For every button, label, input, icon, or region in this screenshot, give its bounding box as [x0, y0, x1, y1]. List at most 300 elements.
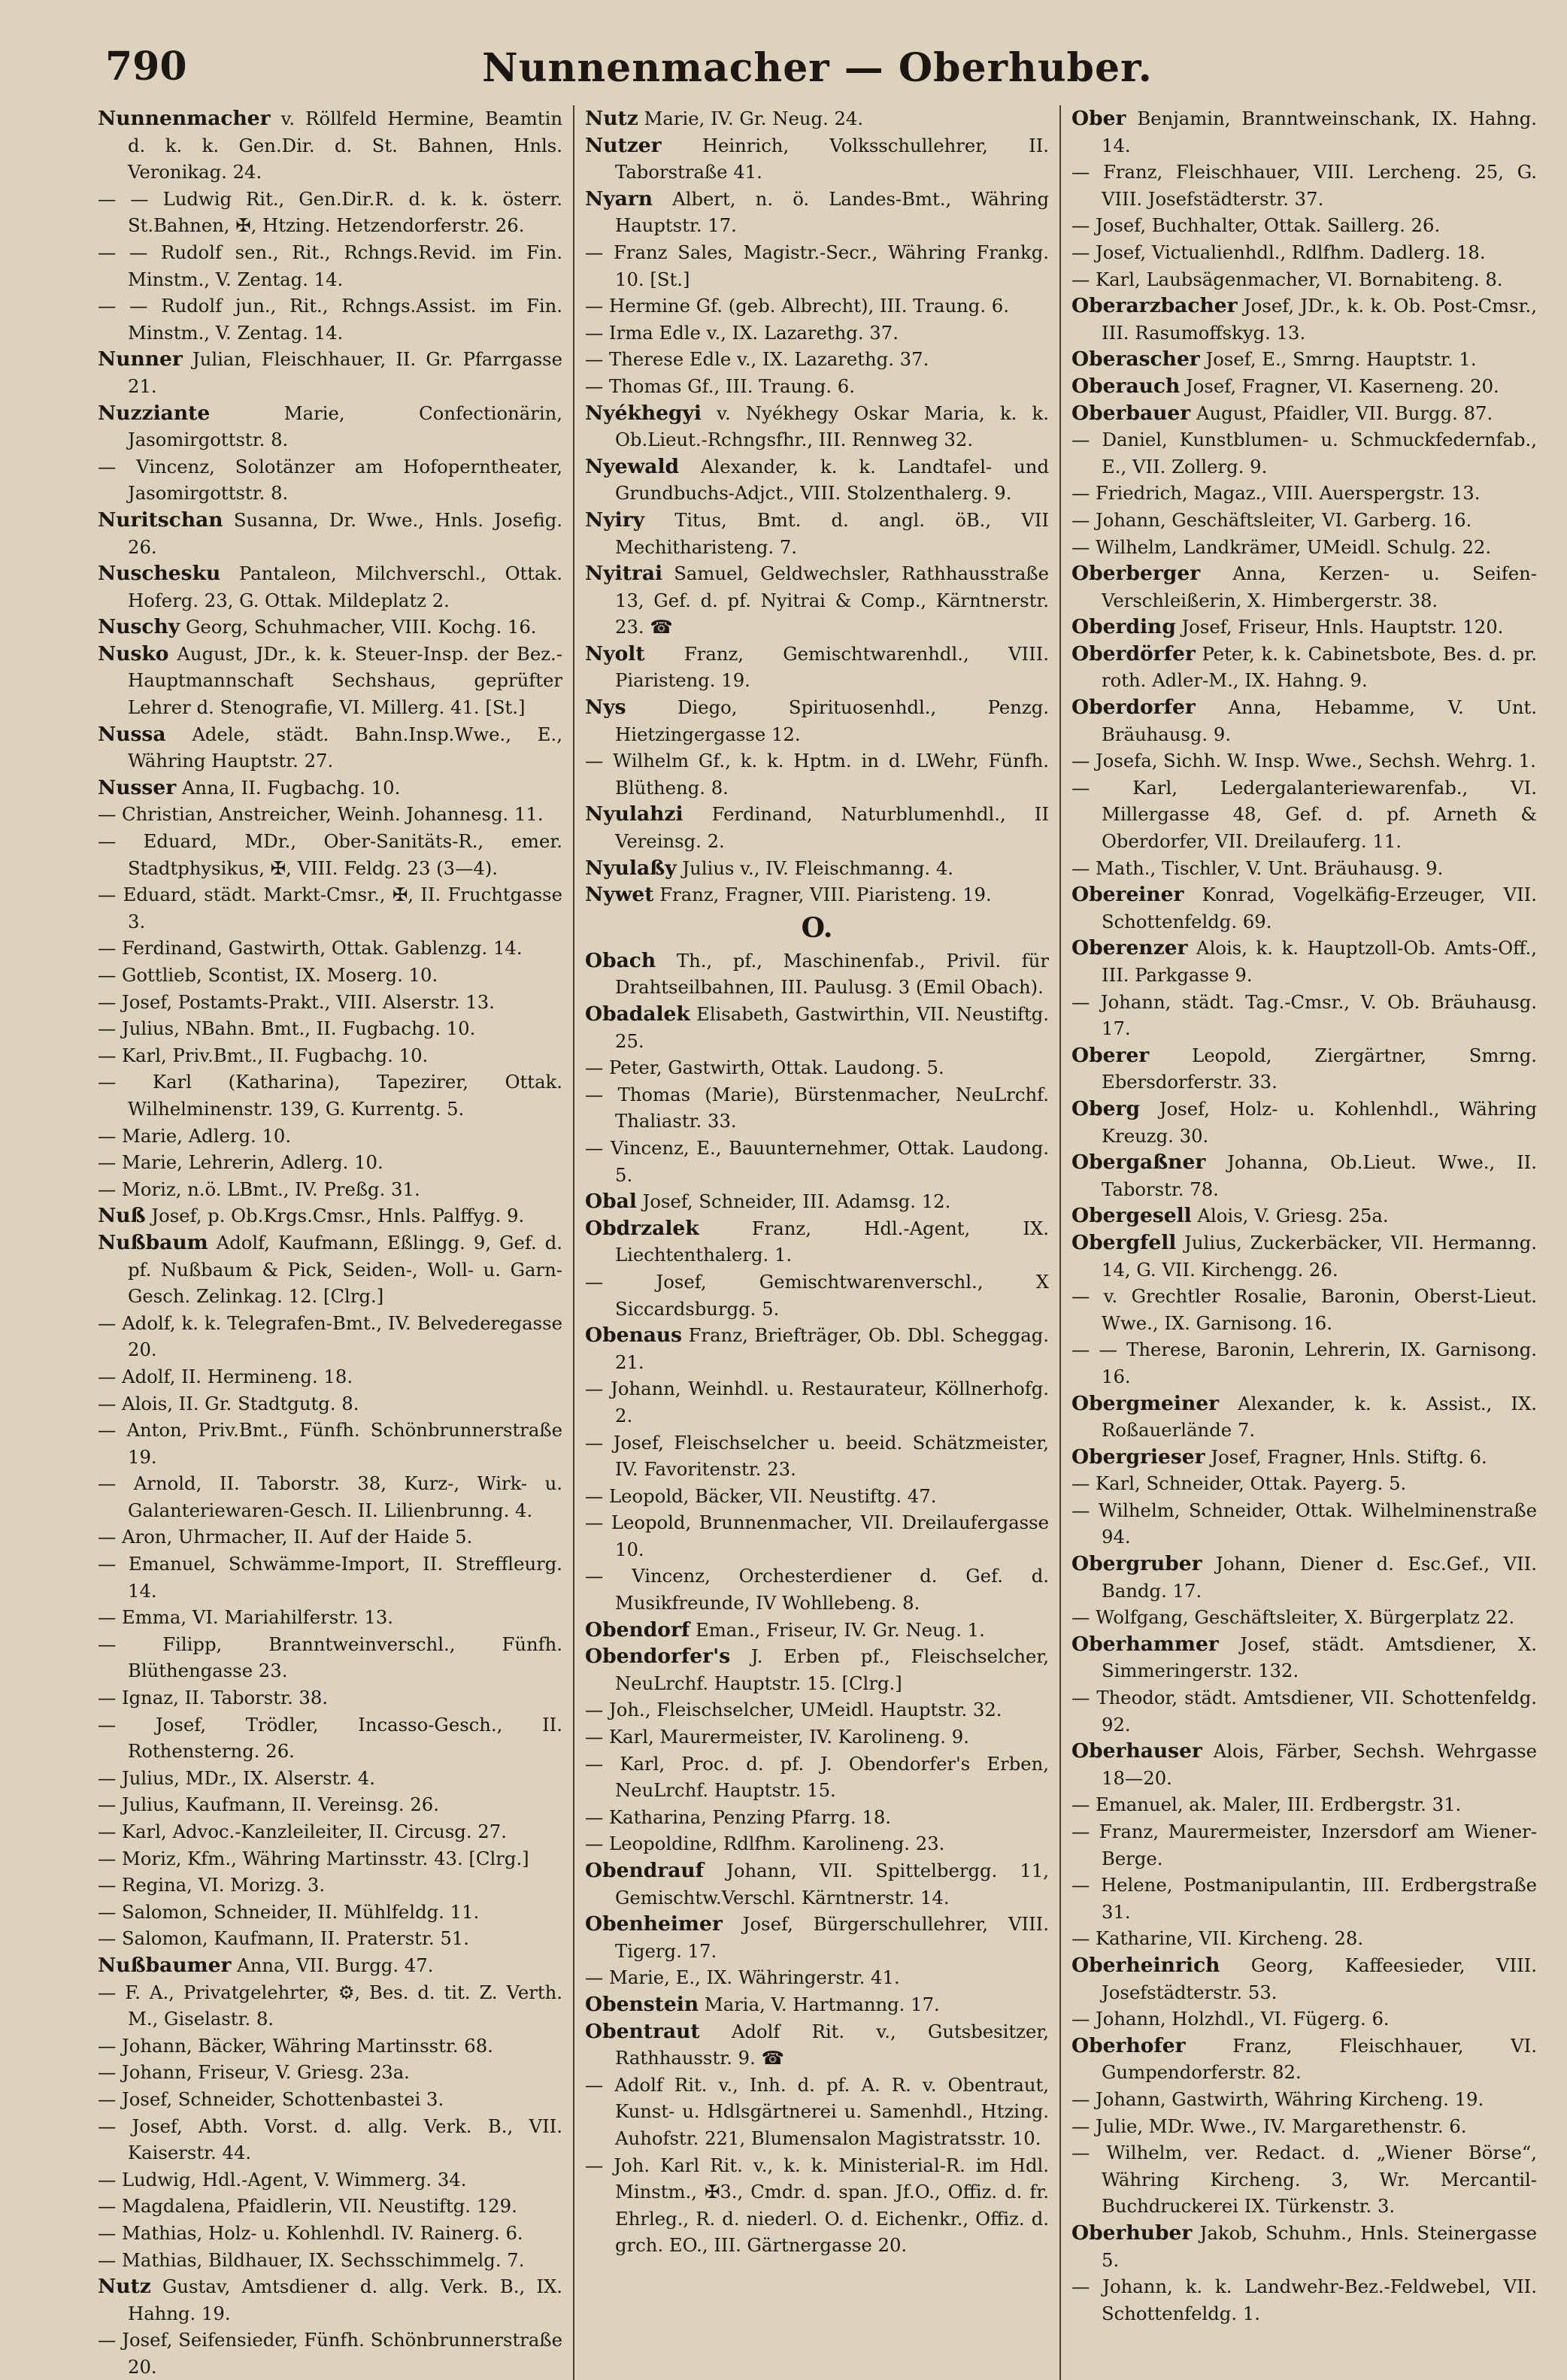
directory-entry: [98, 1123, 562, 1150]
entry-text: Georg, Schuhmacher, VIII. Kochg. 16.: [180, 616, 537, 638]
entry-surname: Nuritschan: [98, 508, 223, 532]
directory-entry: [98, 1069, 562, 1122]
entry-surname: Nunnenmacher: [98, 107, 271, 130]
entry-surname: Oberding: [1071, 615, 1176, 639]
entry-text: — Marie, Adlerg. 10.: [98, 1124, 292, 1147]
directory-entry: [1071, 2113, 1537, 2140]
directory-entry: [98, 1631, 562, 1684]
directory-entry: [1071, 1149, 1537, 1202]
entry-surname: Oberdörfer: [1071, 641, 1196, 665]
entry-text: — Vincenz, Orchesterdiener d. Gef. d. Musikfreunde, IV Wohllebeng. 8.: [585, 1565, 1050, 1614]
directory-entry: [1071, 2273, 1537, 2327]
entry-text: — Johann, Geschäftsleiter, VI. Garberg. 16.: [1071, 508, 1472, 531]
entry-text: Alois, V. Griesg. 25a.: [1191, 1205, 1389, 1227]
directory-entry: [1071, 159, 1537, 212]
entry-surname: Oberhuber: [1071, 2221, 1193, 2245]
entry-text: — Julius, MDr., IX. Alserstr. 4.: [98, 1766, 375, 1789]
running-head: Nunnenmacher — Oberhuber.: [482, 45, 1153, 91]
directory-entry: [585, 293, 1049, 320]
directory-entry: [1071, 641, 1537, 694]
entry-text: — Josef, Schneider, Schottenbastei 3.: [98, 2087, 444, 2110]
directory-entry: [98, 962, 562, 989]
directory-entry: [98, 1899, 562, 1926]
entry-text: v. Röllfeld Hermine, Beamtin d. k. k. Gen.Dir. d. St. Bahnen, Hnls. Veronikag. 24.: [128, 108, 562, 183]
entry-text: Alexander, k. k. Landtafel- und Grundbuchs-Adjct., VIII. Stolzenthalerg. 9.: [615, 455, 1050, 505]
entry-text: — Wilhelm, ver. Redact. d. „Wiener Börse“, Währing Kircheng. 3, Wr. Mercantil-Buchdruckerei IX. Türkenstr. 3.: [1071, 2142, 1537, 2218]
directory-entry: [1071, 1283, 1537, 1336]
entry-text: — Karl, Maurermeister, IV. Karolineng. 9.: [585, 1726, 969, 1748]
entry-surname: Nuß: [98, 1204, 146, 1228]
entry-surname: Oberarzbacher: [1071, 294, 1238, 318]
entry-text: Josef, Holz- u. Kohlenhdl., Währing Kreuzg. 30.: [1102, 1097, 1537, 1147]
directory-entry: [1071, 935, 1537, 988]
entry-surname: Obdrzalek: [585, 1216, 699, 1240]
page-header: [98, 38, 1537, 105]
directory-entry: [1071, 2006, 1537, 2033]
directory-entry: [98, 1202, 562, 1229]
entry-text: — Leopoldine, Rdlfhm. Karolineng. 23.: [585, 1833, 945, 1855]
entry-text: Albert, n. ö. Landes-Bmt., Währing Hauptstr. 17.: [615, 187, 1050, 237]
entry-text: — Eduard, städt. Markt-Cmsr., ✠, II. Fruchtgasse 3.: [98, 884, 562, 932]
directory-entry: [585, 1964, 1049, 1991]
directory-entry: [585, 1991, 1049, 2018]
directory-entry: [1071, 1096, 1537, 1149]
directory-entry: [1071, 1791, 1537, 1818]
entry-text: — Katharine, VII. Kircheng. 28.: [1071, 1927, 1364, 1950]
entry-surname: Oberascher: [1071, 347, 1200, 371]
entry-text: — Leopold, Bäcker, VII. Neustiftg. 47.: [585, 1484, 937, 1507]
entry-text: — Josef, Fleischselcher u. beeid. Schätzmeister, IV. Favoritenstr. 23.: [585, 1431, 1050, 1481]
entry-text: — Anton, Priv.Bmt., Fünfh. Schönbrunnerstraße 19.: [98, 1419, 562, 1468]
entry-surname: Nusser: [98, 775, 177, 799]
directory-entry: [98, 400, 562, 453]
directory-entry: [585, 694, 1049, 747]
entry-surname: Oberbauer: [1071, 401, 1191, 425]
entry-text: — Math., Tischler, V. Unt. Bräuhausg. 9.: [1071, 856, 1444, 879]
entry-text: Johanna, Ob.Lieut. Wwe., II. Taborstr. 78.: [1102, 1151, 1537, 1200]
entry-text: — Marie, Lehrerin, Adlerg. 10.: [98, 1151, 383, 1174]
directory-entry: [1071, 881, 1537, 935]
directory-entry: [585, 747, 1049, 801]
entry-text: — Ferdinand, Gastwirth, Ottak. Gablenzg. 14.: [98, 937, 523, 960]
entry-text: — Julius, NBahn. Bmt., II. Fugbachg. 10.: [98, 1017, 476, 1040]
entry-text: Anna, Hebamme, V. Unt. Bräuhausg. 9.: [1102, 696, 1537, 745]
directory-entry: [585, 560, 1049, 641]
entry-surname: Nutz: [585, 107, 638, 130]
directory-entry: [585, 881, 1049, 908]
directory-entry: [98, 828, 562, 881]
entry-text: — Karl, Ledergalanteriewarenfab., VI. Millergasse 48, Gef. d. pf. Arneth & Oberdorfer, VII. Dreilauferg. 11.: [1071, 776, 1537, 853]
directory-entry: [98, 2033, 562, 2060]
entry-text: — Johann, Bäcker, Währing Martinsstr. 68.: [98, 2034, 493, 2057]
entry-surname: Nyarn: [585, 186, 653, 211]
directory-entry: [1071, 1390, 1537, 1444]
directory-entry: [585, 641, 1049, 694]
entry-text: August, JDr., k. k. Steuer-Insp. der Bez.-Hauptmannschaft Sechshaus, geprüfter Lehrer d. Stenografie, VI. Millerg. 41. [St.]: [128, 642, 562, 719]
entry-surname: Nuschy: [98, 615, 180, 639]
directory-entry: [1071, 2139, 1537, 2220]
directory-entry: [585, 239, 1049, 293]
directory-entry: [98, 239, 562, 293]
directory-entry: [1071, 239, 1537, 266]
directory-entry: [98, 2086, 562, 2113]
entry-text: — Adolf, k. k. Telegrafen-Bmt., IV. Belvederegasse 20.: [98, 1311, 562, 1361]
directory-entry: [585, 947, 1049, 1001]
entry-text: — Wolfgang, Geschäftsleiter, X. Bürgerplatz 22.: [1071, 1606, 1515, 1629]
directory-entry: [98, 560, 562, 614]
entry-text: Susanna, Dr. Wwe., Hnls. Josefig. 26.: [128, 508, 562, 558]
column-1: [98, 105, 573, 2380]
directory-entry: [585, 373, 1049, 400]
entry-surname: Oberer: [1071, 1043, 1150, 1067]
entry-surname: Obentraut: [585, 2019, 700, 2043]
entry-surname: Nywet: [585, 883, 654, 907]
entry-text: Adolf Rit. v., Gutsbesitzer, Rathhausstr. 9. ☎: [615, 2020, 1050, 2069]
directory-entry: [98, 1818, 562, 1845]
entry-text: — Thomas (Marie), Bürstenmacher, NeuLrchf. Thaliastr. 33.: [585, 1083, 1050, 1132]
directory-entry: [1071, 1470, 1537, 1497]
entry-text: — Therese Edle v., IX. Lazarethg. 37.: [585, 348, 929, 371]
entry-text: — Josef, Victualienhdl., Rdlfhm. Dadlerg. 18.: [1071, 241, 1486, 263]
entry-text: — Emanuel, Schwämme-Import, II. Streffleurg. 14.: [98, 1553, 562, 1602]
entry-text: — Adolf Rit. v., Inh. d. pf. A. R. v. Obentraut, Kunst- u. Hdlsgärtnerei u. Samenhdl., Htzing. Auhofstr. 221, Blumensalon Magistratsstr. 10.: [585, 2073, 1050, 2149]
directory-entry: [585, 1483, 1049, 1510]
entry-surname: Obendrauf: [585, 1859, 705, 1882]
entry-surname: Nutz: [98, 2275, 151, 2299]
directory-entry: [585, 507, 1049, 560]
entry-text: Franz, Gemischtwarenhdl., VIII. Piaristeng. 19.: [615, 642, 1050, 692]
entry-text: Josef, städt. Amtsdiener, X. Simmeringerstr. 132.: [1102, 1633, 1537, 1682]
entry-surname: Oberg: [1071, 1096, 1140, 1120]
entry-text: — Johann, Holzhdl., VI. Fügerg. 6.: [1071, 2008, 1390, 2030]
entry-text: — Joh., Fleischselcher, UMeidl. Hauptstr. 32.: [585, 1699, 1002, 1721]
directory-entry: [1071, 266, 1537, 293]
entry-text: — Moriz, Kfm., Währing Martinsstr. 43. [Clrg.]: [98, 1847, 529, 1869]
entry-text: — — Rudolf sen., Rit., Rchngs.Revid. im Fin. Minstm., V. Zentag. 14.: [98, 241, 562, 290]
directory-entry: [585, 1430, 1049, 1483]
entry-text: — Helene, Postmanipulantin, III. Erdbergstraße 31.: [1071, 1874, 1537, 1923]
entry-text: — Karl, Proc. d. pf. J. Obendorfer's Erben, NeuLrchf. Hauptstr. 15.: [585, 1752, 1050, 1802]
entry-text: — Ludwig, Hdl.-Agent, V. Wimmerg. 34.: [98, 2168, 467, 2191]
entry-text: — Christian, Anstreicher, Weinh. Johannesg. 11.: [98, 803, 544, 826]
directory-entry: [98, 1845, 562, 1872]
entry-text: — Mathias, Bildhauer, IX. Sechsschimmelg. 7.: [98, 2248, 525, 2271]
directory-entry: [1071, 1042, 1537, 1096]
entry-text: Alexander, k. k. Assist., IX. Roßauerlände 7.: [1102, 1392, 1537, 1442]
entry-surname: Obergmeiner: [1071, 1391, 1220, 1415]
directory-entry: [1071, 1952, 1537, 2006]
entry-text: — Peter, Gastwirth, Ottak. Laudong. 5.: [585, 1057, 944, 1079]
directory-entry: [1071, 480, 1537, 507]
entry-text: — Josef, Buchhalter, Ottak. Saillerg. 26.: [1071, 214, 1441, 237]
entry-surname: Obereiner: [1071, 883, 1184, 907]
directory-entry: [98, 2327, 562, 2380]
directory-entry: [98, 1925, 562, 1952]
directory-entry: [98, 1979, 562, 2033]
entry-surname: Nusko: [98, 641, 169, 665]
directory-entry: [1071, 1202, 1537, 1229]
directory-entry: [585, 1617, 1049, 1644]
entry-text: — Franz, Maurermeister, Inzersdorf am Wiener-Berge.: [1071, 1821, 1537, 1869]
directory-entry: [1071, 507, 1537, 534]
directory-entry: [98, 186, 562, 239]
entry-text: Josef, Friseur, Hnls. Hauptstr. 120.: [1175, 616, 1504, 638]
entry-text: — Salomon, Schneider, II. Mühlfeldg. 11.: [98, 1900, 480, 1923]
directory-entry: [98, 1176, 562, 1203]
directory-entry: [1071, 1631, 1537, 1684]
entry-text: — v. Grechtler Rosalie, Baronin, Oberst-Lieut. Wwe., IX. Garnisong. 16.: [1071, 1285, 1537, 1334]
entry-text: Gustav, Amtsdiener d. allg. Verk. B., IX. Hahng. 19.: [128, 2275, 562, 2324]
directory-entry: [585, 1696, 1049, 1724]
entry-text: Franz, Fleischhauer, VI. Gumpendorferstr. 82.: [1102, 2034, 1537, 2084]
entry-text: — Karl, Schneider, Ottak. Payerg. 5.: [1071, 1472, 1407, 1495]
entry-text: Julian, Fleischhauer, II. Gr. Pfarrgasse 21.: [128, 348, 562, 397]
directory-entry: [98, 989, 562, 1016]
entry-text: Franz, Briefträger, Ob. Dbl. Scheggag. 21.: [615, 1324, 1050, 1373]
directory-entry: [1071, 400, 1537, 427]
directory-entry: [585, 1857, 1049, 1911]
entry-text: Johann, Diener d. Esc.Gef., VII. Bandg. 17.: [1102, 1553, 1537, 1602]
directory-entry: [98, 641, 562, 721]
entry-surname: Obenaus: [585, 1323, 683, 1348]
entry-text: — Marie, E., IX. Währingerstr. 41.: [585, 1966, 900, 1989]
directory-entry: [585, 1830, 1049, 1857]
entry-text: Josef, E., Smrng. Hauptstr. 1.: [1199, 348, 1477, 371]
directory-entry: [1071, 1551, 1537, 1604]
entry-text: Pantaleon, Milchverschl., Ottak. Hoferg. 23, G. Ottak. Mildeplatz 2.: [128, 562, 562, 611]
entry-surname: Nuschesku: [98, 562, 221, 586]
entry-text: Adolf, Kaufmann, Eßlingg. 9, Gef. d. pf. Nußbaum & Pick, Seiden-, Woll- u. Garn-Gesch. Zelinkag. 12. [Clrg.]: [128, 1231, 562, 1308]
entry-text: — — Ludwig Rit., Gen.Dir.R. d. k. k. österr. St.Bahnen, ✠, Htzing. Hetzendorferstr. 26.: [98, 187, 562, 237]
entry-text: Julius, Zuckerbäcker, VII. Hermanng. 14, G. VII. Kirchengg. 26.: [1102, 1231, 1537, 1281]
entry-surname: Obergfell: [1071, 1230, 1177, 1254]
entry-text: v. Nyékhegy Oskar Maria, k. k. Ob.Lieut.-Rchngsfhr., III. Rennweg 32.: [615, 402, 1050, 451]
entry-text: — Thomas Gf., III. Traung. 6.: [585, 374, 855, 397]
entry-text: — Josef, Postamts-Prakt., VIII. Alserstr. 13.: [98, 990, 495, 1013]
directory-entry: [1071, 212, 1537, 239]
directory-entry: [1071, 2086, 1537, 2113]
directory-entry: [1071, 989, 1537, 1042]
directory-entry: [585, 1188, 1049, 1215]
entry-surname: Oberheinrich: [1071, 1953, 1220, 1977]
entry-surname: Nunner: [98, 347, 183, 371]
entry-text: Julius v., IV. Fleischmanng. 4.: [676, 856, 954, 879]
entry-surname: Nutzer: [585, 133, 662, 157]
entry-surname: Obergesell: [1071, 1204, 1192, 1228]
entry-text: — Julie, MDr. Wwe., IV. Margarethenstr. 6.: [1071, 2115, 1467, 2137]
directory-entry: [1071, 105, 1537, 159]
entry-text: — Emanuel, ak. Maler, III. Erdbergstr. 31.: [1071, 1793, 1462, 1816]
entry-text: — Adolf, II. Hermineng. 18.: [98, 1365, 353, 1387]
entry-surname: Nyékhegyi: [585, 401, 702, 425]
entry-text: — Karl, Advoc.-Kanzleileiter, II. Circusg. 27.: [98, 1821, 507, 1842]
directory-entry: [585, 1375, 1049, 1429]
entry-text: — Aron, Uhrmacher, II. Auf der Haide 5.: [98, 1526, 473, 1548]
entry-surname: Obergrieser: [1071, 1445, 1205, 1469]
entry-text: Peter, k. k. Cabinetsbote, Bes. d. pr. roth. Adler-M., IX. Hahng. 9.: [1102, 642, 1537, 692]
entry-text: Alois, k. k. Hauptzoll-Ob. Amts-Off., III. Parkgasse 9.: [1102, 937, 1537, 986]
directory-entry: [585, 855, 1049, 882]
directory-entry: [98, 2166, 562, 2194]
entry-text: — Karl (Katharina), Tapezirer, Ottak. Wilhelminenstr. 139, G. Kurrentg. 5.: [98, 1071, 562, 1120]
entry-text: — Vincenz, Solotänzer am Hofoperntheater, Jasomirgottstr. 8.: [98, 455, 562, 505]
entry-text: Georg, Kaffeesieder, VIII. Josefstädterstr. 53.: [1102, 1954, 1537, 2003]
entry-surname: Nussa: [98, 722, 166, 746]
entry-text: — Emma, VI. Mariahilferstr. 13.: [98, 1606, 394, 1629]
directory-entry: [98, 2059, 562, 2086]
entry-surname: Obendorfer's: [585, 1645, 731, 1669]
directory-entry: [98, 1604, 562, 1631]
directory-entry: [585, 1643, 1049, 1696]
entry-surname: Oberhauser: [1071, 1739, 1202, 1763]
directory-entry: [98, 1390, 562, 1417]
directory-entry: [98, 2193, 562, 2220]
directory-entry: [1071, 1925, 1537, 1952]
entry-text: Josef, p. Ob.Krgs.Cmsr., Hnls. Palffyg. 9.: [145, 1205, 525, 1227]
directory-entry: [585, 1724, 1049, 1751]
directory-entry: [585, 453, 1049, 507]
entry-text: — F. A., Privatgelehrter, ⚙, Bes. d. tit. Z. Verth. M., Giselastr. 8.: [98, 1981, 562, 2030]
directory-entry: [98, 935, 562, 962]
directory-entry: [585, 105, 1049, 132]
directory-entry: [98, 614, 562, 641]
directory-entry: [1071, 1818, 1537, 1872]
entry-text: — Josef, Trödler, Incasso-Gesch., II. Rothensterng. 26.: [98, 1713, 562, 1763]
entry-surname: Oberauch: [1071, 374, 1181, 398]
directory-entry: [1071, 1229, 1537, 1283]
entry-text: Josef, JDr., k. k. Ob. Post-Cmsr., III. Rasumoffskyg. 13.: [1102, 295, 1537, 344]
entry-text: — Josef, Seifensieder, Fünfh. Schönbrunnerstraße 20.: [98, 2329, 562, 2378]
entry-text: Alois, Färber, Sechsh. Wehrgasse 18—20.: [1102, 1740, 1537, 1789]
directory-entry: [98, 1015, 562, 1042]
directory-entry: [585, 1001, 1049, 1054]
entry-text: — — Rudolf jun., Rit., Rchngs.Assist. im Fin. Minstm., V. Zentag. 14.: [98, 295, 562, 344]
entry-text: Titus, Bmt. d. angl. öB., VII Mechitharisteng. 7.: [615, 508, 1050, 558]
directory-entry: [1071, 1684, 1537, 1738]
directory-entry: [98, 346, 562, 399]
directory-entry: [98, 1952, 562, 1979]
directory-entry: [1071, 1497, 1537, 1551]
entry-text: — Karl, Priv.Bmt., II. Fugbachg. 10.: [98, 1044, 429, 1066]
directory-entry: [585, 132, 1049, 186]
entry-text: — Arnold, II. Taborstr. 38, Kurz-, Wirk- u. Galanteriewaren-Gesch. II. Lilienbrunng. 4.: [98, 1472, 562, 1521]
directory-entry: [1071, 560, 1537, 614]
entry-text: Josef, Fragner, VI. Kaserneng. 20.: [1180, 374, 1499, 397]
entry-text: — Wilhelm, Landkrämer, UMeidl. Schulg. 22.: [1071, 535, 1492, 558]
directory-entry: [585, 320, 1049, 347]
entry-text: — Katharina, Penzing Pfarrg. 18.: [585, 1805, 891, 1828]
entry-text: — Ignaz, II. Taborstr. 38.: [98, 1687, 329, 1709]
entry-surname: Nußbaumer: [98, 1953, 232, 1977]
entry-text: — Karl, Laubsägenmacher, VI. Bornabiteng. 8.: [1071, 268, 1503, 290]
directory-entry: [1071, 2033, 1537, 2086]
entry-text: — Wilhelm, Schneider, Ottak. Wilhelminenstraße 94.: [1071, 1499, 1537, 1548]
entry-text: Josef, Fragner, Hnls. Stiftg. 6.: [1205, 1445, 1487, 1468]
entry-text: — Johann, städt. Tag.-Cmsr., V. Ob. Bräuhausg. 17.: [1071, 990, 1537, 1040]
section-heading: O.: [801, 911, 833, 944]
entry-text: — Josef, Abth. Vorst. d. allg. Verk. B., VII. Kaiserstr. 44.: [98, 2115, 562, 2164]
directory-entry: [98, 293, 562, 346]
entry-text: — Franz Sales, Magistr.-Secr., Währing Frankg. 10. [St.]: [585, 241, 1050, 290]
entry-surname: Obergruber: [1071, 1552, 1202, 1576]
entry-text: Franz, Fragner, VIII. Piaristeng. 19.: [653, 884, 992, 906]
directory-entry: [1071, 346, 1537, 373]
directory-entry: [1071, 373, 1537, 400]
entry-text: Eman., Friseur, IV. Gr. Neug. 1.: [690, 1618, 985, 1641]
entry-text: August, Pfaidler, VII. Burgg. 87.: [1190, 402, 1493, 424]
directory-entry: [1071, 747, 1537, 775]
entry-text: — Irma Edle v., IX. Lazarethg. 37.: [585, 321, 899, 344]
entry-text: Josef, Bürgerschullehrer, VIII. Tigerg. 17.: [615, 1913, 1050, 1962]
directory-entry: [1071, 775, 1537, 855]
entry-surname: Nyitrai: [585, 562, 663, 586]
entry-surname: Nyulaßy: [585, 856, 677, 880]
directory-entry: [98, 721, 562, 775]
entry-text: — Regina, VI. Morizg. 3.: [98, 1874, 326, 1896]
entry-surname: Nuzziante: [98, 401, 211, 425]
entry-text: — Eduard, MDr., Ober-Sanitäts-R., emer. Stadtphysikus, ✠, VIII. Feldg. 23 (3—4).: [98, 830, 562, 879]
entry-text: Konrad, Vogelkäfig-Erzeuger, VII. Schottenfeldg. 69.: [1102, 884, 1537, 932]
directory-entry: [585, 2152, 1049, 2259]
directory-entry: [98, 2273, 562, 2327]
entry-text: Adele, städt. Bahn.Insp.Wwe., E., Währing Hauptstr. 27.: [128, 723, 562, 772]
directory-entry: [585, 1322, 1049, 1375]
directory-entry: [98, 801, 562, 828]
directory-entry: [1071, 2220, 1537, 2273]
directory-entry: [1071, 426, 1537, 480]
directory-entry: [98, 1417, 562, 1470]
directory-entry: [585, 1215, 1049, 1269]
entry-text: — Johann, k. k. Landwehr-Bez.-Feldwebel, VII. Schottenfeldg. 1.: [1071, 2275, 1537, 2324]
directory-entry: [98, 1310, 562, 1363]
entry-text: Anna, II. Fugbachg. 10.: [176, 776, 401, 799]
directory-entry: [98, 105, 562, 186]
column-2: [573, 105, 1059, 2380]
entry-surname: Nyiry: [585, 508, 645, 532]
directory-entry: [1071, 1738, 1537, 1791]
directory-entry: [98, 1229, 562, 1310]
directory-entry: [98, 507, 562, 560]
entry-surname: Nußbaum: [98, 1230, 208, 1254]
directory-entry: [585, 1509, 1049, 1563]
entry-text: — Joh. Karl Rit. v., k. k. Ministerial-R. im Hdl. Minstm., ✠3., Cmdr. d. span. Jf.O., Offiz. d. fr. Ehrleg., R. d. niederl. O. d. Eichenkr., Offiz. d. grch. EO., III. Gärtnergasse 20.: [585, 2154, 1050, 2257]
entry-surname: Obal: [585, 1190, 637, 1214]
directory-entry: [585, 1135, 1049, 1188]
entry-surname: Oberhofer: [1071, 2033, 1186, 2057]
entry-text: J. Erben pf., Fleischselcher, NeuLrchf. Hauptstr. 15. [Clrg.]: [615, 1645, 1050, 1694]
directory-entry: [98, 1149, 562, 1176]
entry-text: — Leopold, Brunnenmacher, VII. Dreilaufergasse 10.: [585, 1511, 1050, 1560]
entry-surname: Nys: [585, 696, 626, 720]
directory-entry: [98, 775, 562, 802]
entry-text: Anna, Kerzen- u. Seifen-Verschleißerin, X. Himbergerstr. 38.: [1102, 562, 1537, 611]
directory-entry: [1071, 855, 1537, 882]
entry-text: Benjamin, Branntweinschank, IX. Hahng. 14.: [1102, 108, 1537, 156]
entry-text: Maria, V. Hartmanng. 17.: [699, 1993, 940, 2015]
entry-text: — Josefa, Sichh. W. Insp. Wwe., Sechsh. Wehrg. 1.: [1071, 750, 1536, 772]
entry-text: — Johann, Gastwirth, Währing Kircheng. 19.: [1071, 2087, 1484, 2110]
directory-entry: [98, 1042, 562, 1069]
directory-entry: [585, 1563, 1049, 1616]
entry-text: — Magdalena, Pfaidlerin, VII. Neustiftg. 129.: [98, 2195, 517, 2218]
directory-entry: [98, 1684, 562, 1711]
directory-entry: [585, 1054, 1049, 1081]
entry-text: — Mathias, Holz- u. Kohlenhdl. IV. Rainerg. 6.: [98, 2221, 523, 2244]
directory-entry: [98, 1791, 562, 1818]
entry-text: — Daniel, Kunstblumen- u. Schmuckfedernfab., E., VII. Zollerg. 9.: [1071, 429, 1537, 478]
entry-surname: Nyewald: [585, 454, 680, 478]
directory-entry: [585, 1804, 1049, 1831]
